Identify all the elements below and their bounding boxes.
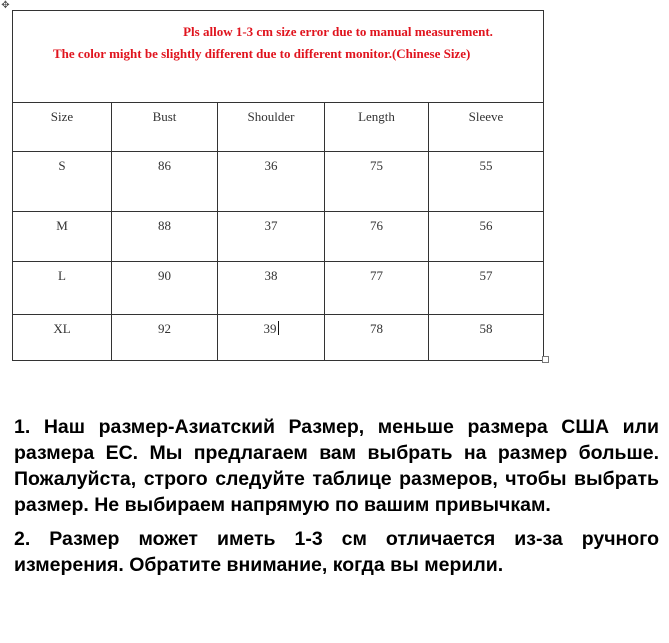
table-cell: S [13,152,112,212]
header-cell-size: Size [13,103,112,152]
table-cell: 37 [218,212,325,262]
table-row [13,212,544,262]
table-cell: 77 [325,262,429,315]
note-paragraph-1: 1. Наш размер-Азиатский Размер, меньше размера США или размера ЕС. Мы предлагаем вам выбрать на размер больше. Пожалуйста, строго следуйте таблице размеров, чтобы выбрать размер. Не выбираем напрямую по вашим привычкам. [14,416,659,516]
notice-row [13,11,544,103]
table-cell: 86 [112,152,218,212]
table-cell: 56 [429,212,544,262]
notice-cell [13,11,544,103]
table-cell: M [13,212,112,262]
size-table [12,10,544,361]
header-row [13,103,544,152]
size-notes [14,414,659,586]
table-row [13,315,544,361]
table-cell: 76 [325,212,429,262]
header-cell-bust: Bust [112,103,218,152]
notice-line-1: Pls allow 1-3 cm size error due to manual measurement. [183,24,493,39]
table-cell: 92 [112,315,218,361]
text-caret [278,321,279,335]
table-cell: 36 [218,152,325,212]
table-row [13,262,544,315]
table-row [13,152,544,212]
table-cell: 75 [325,152,429,212]
table-resize-icon[interactable] [542,356,549,363]
note-paragraph-2: 2. Размер может иметь 1-3 см отличается из-за ручного измерения. Обратите внимание, когда вы мерили. [14,528,659,576]
table-cell-text: 39 [263,321,277,336]
table-cell: 90 [112,262,218,315]
notice-line-2: The color might be slightly different due to different monitor.(Chinese Size) [53,46,471,61]
table-cell: 38 [218,262,325,315]
table-cell-editing[interactable] [218,315,325,361]
table-cell: 58 [429,315,544,361]
header-cell-length: Length [325,103,429,152]
header-cell-shoulder: Shoulder [218,103,325,152]
table-cell: 57 [429,262,544,315]
table-cell: XL [13,315,112,361]
table-cell: 88 [112,212,218,262]
table-cell: 78 [325,315,429,361]
table-cell: 55 [429,152,544,212]
table-cell: L [13,262,112,315]
header-cell-sleeve: Sleeve [429,103,544,152]
table-move-icon[interactable]: ✥ [1,0,10,11]
